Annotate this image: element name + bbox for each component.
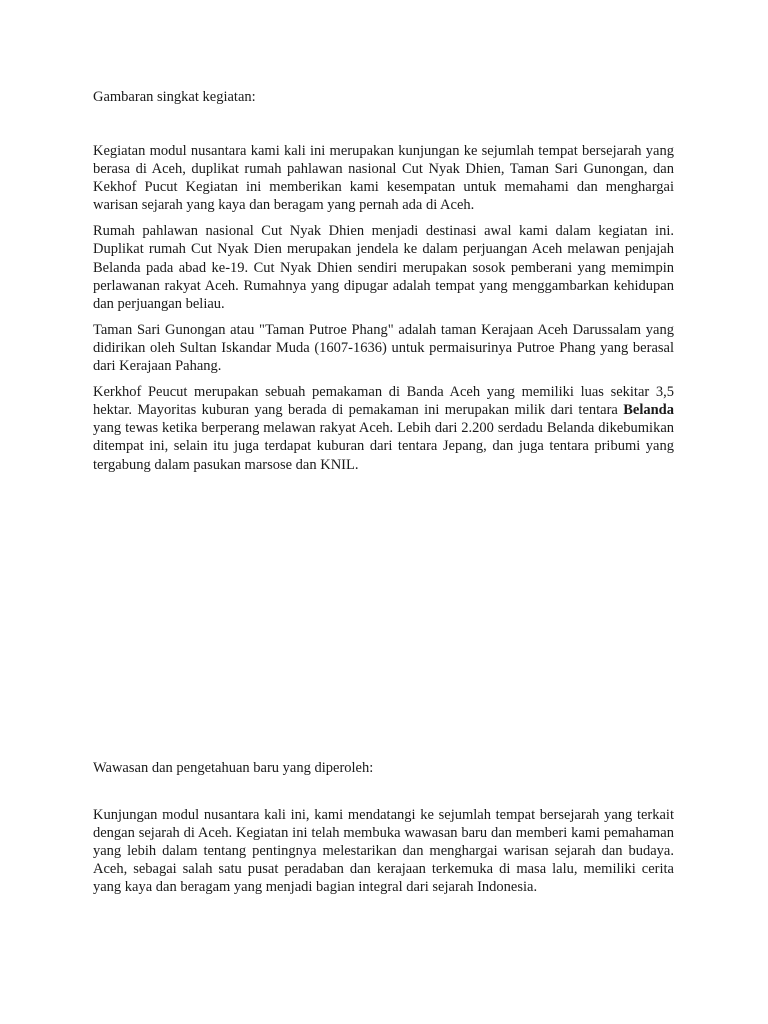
section-heading-new-insights: Wawasan dan pengetahuan baru yang diperoleh: (93, 760, 374, 776)
document-page (93, 0, 674, 1024)
paragraph-taman-sari-gunongan: Taman Sari Gunongan atau "Taman Putroe Phang" adalah taman Kerajaan Aceh Darussalam yang didirikan oleh Sultan Iskandar Muda (1607-1636) untuk permaisurinya Putroe Phang yang berasal dari Kerajaan Pahang. (93, 321, 674, 375)
paragraph-kerkhof-text-before: Kerkhof Peucut merupakan sebuah pemakaman di Banda Aceh yang memiliki luas sekitar 3,5 hektar. Mayoritas kuburan yang berada di pemakaman ini merupakan milik dari tentara (93, 384, 674, 419)
paragraph-intro: Kegiatan modul nusantara kami kali ini merupakan kunjungan ke sejumlah tempat bersejarah yang berasa di Aceh, duplikat rumah pahlawan nasional Cut Nyak Dhien, Taman Sari Gunongan, dan Kekhof Pucut Kegiatan ini memberikan kami kesempatan untuk memahami dan menghargai warisan sejarah yang kaya dan beragam yang pernah ada di Aceh. (93, 143, 674, 214)
bold-term-belanda: Belanda (623, 402, 674, 419)
paragraph-cut-nyak-dhien: Rumah pahlawan nasional Cut Nyak Dhien menjadi destinasi awal kami dalam kegiatan ini. Duplikat rumah Cut Nyak Dien merupakan jendela ke dalam perjuangan Aceh melawan penjajah Belanda pada abad ke-19. Cut Nyak Dhien sendiri merupakan sosok pemberani yang memimpin perlawanan rakyat Aceh. Rumahnya yang dipugar adalah tempat yang menggambarkan kehidupan dan perjuangan beliau. (93, 223, 674, 312)
paragraph-kerkhof-peucut (93, 383, 674, 473)
section-heading-activity-summary: Gambaran singkat kegiatan: (93, 89, 256, 105)
paragraph-insights: Kunjungan modul nusantara kali ini, kami mendatangi ke sejumlah tempat bersejarah yang terkait dengan sejarah di Aceh. Kegiatan ini telah membuka wawasan baru dan memberi kami pemahaman yang lebih dalam tentang pentingnya melestarikan dan menghargai warisan sejarah dan budaya. Aceh, sebagai salah satu pusat peradaban dan kerajaan terkemuka di masa lalu, memiliki cerita yang kaya dan beragam yang menjadi bagian integral dari sejarah Indonesia. (93, 807, 674, 896)
paragraph-kerkhof-text-after: yang tewas ketika berperang melawan rakyat Aceh. Lebih dari 2.200 serdadu Belanda dikebumikan ditempat ini, selain itu juga terdapat kuburan dari tentara Jepang, dan juga tentara pribumi yang tergabung dalam pasukan marsose dan KNIL. (93, 420, 674, 473)
activity-summary-body (93, 142, 674, 482)
new-insights-body (93, 806, 674, 904)
